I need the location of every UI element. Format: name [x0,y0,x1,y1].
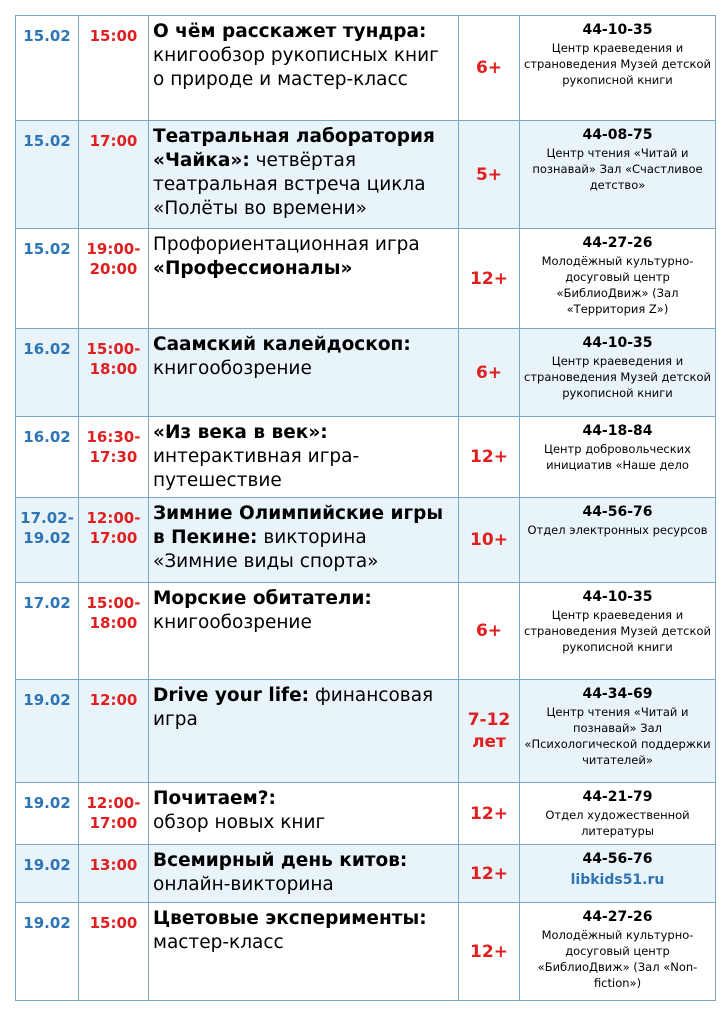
table-row [16,417,716,498]
event-description [149,903,459,1001]
event-venue: Молодёжный культурно-досуговый центр «БиблиоДвиж» (Зал «Non-fiction») [537,928,698,990]
table-row [16,121,716,229]
event-time: 16:30-17:30 [79,417,149,498]
table-row [16,229,716,329]
event-venue: Центр добровольческих инициатив «Наше дело [544,442,691,472]
event-venue: Центр краеведения и страноведения Музей детской рукописной книги [524,608,711,654]
event-description [149,498,459,583]
event-time: 15:00-18:00 [79,583,149,680]
event-contact [520,783,716,845]
event-description [149,680,459,783]
event-title: Всемирный день китов: [153,850,408,871]
event-title: Морские обитатели: [153,588,372,609]
phone-number: 44-56-76 [582,851,653,867]
event-contact [520,329,716,417]
age-rating: 10+ [459,498,520,583]
event-time: 13:00 [79,845,149,903]
event-details: финансовая игра [153,685,434,730]
event-time: 15:00 [79,16,149,121]
event-venue: Центр чтения «Читай и познавай» Зал «Счастливое детство» [532,146,703,192]
event-venue: Молодёжный культурно-досуговый центр «БиблиоДвиж» (Зал «Территория Z») [541,254,694,316]
event-contact [520,16,716,121]
event-description [149,121,459,229]
event-details: Профориентационная игра [153,234,420,255]
event-time: 12:00-17:00 [79,498,149,583]
event-description [149,329,459,417]
event-date: 19.02 [16,680,79,783]
event-details: обзор новых книг [153,812,326,833]
event-date: 19.02 [16,845,79,903]
event-venue: Отдел электронных ресурсов [527,523,708,537]
event-description [149,783,459,845]
event-contact [520,680,716,783]
event-date: 15.02 [16,121,79,229]
event-time: 12:00-17:00 [79,783,149,845]
event-venue: Центр краеведения и страноведения Музей детской рукописной книги [524,41,711,87]
table-row [16,16,716,121]
age-rating: 12+ [459,845,520,903]
event-description [149,417,459,498]
event-date: 15.02 [16,229,79,329]
event-title: Зимние Олимпийские игры в Пекине: [153,503,444,548]
table-row [16,903,716,1001]
phone-number: 44-56-76 [582,504,653,520]
event-details: книгообозрение [153,358,312,379]
event-title: О чём расскажет тундра: [153,21,427,42]
event-details: книгообозрение [153,612,312,633]
event-description [149,16,459,121]
event-contact [520,417,716,498]
table-row [16,329,716,417]
phone-number: 44-18-84 [582,423,653,439]
event-details: викторина «Зимние виды спорта» [153,527,379,572]
event-time: 17:00 [79,121,149,229]
event-time: 15:00-18:00 [79,329,149,417]
age-rating: 12+ [459,903,520,1001]
phone-number: 44-10-35 [582,335,653,351]
event-date: 16.02 [16,417,79,498]
event-details: книгообзор рукописных книг о природе и мастер-класс [153,45,439,90]
event-date: 17.02 [16,583,79,680]
event-contact [520,903,716,1001]
event-time: 15:00 [79,903,149,1001]
phone-number: 44-34-69 [582,686,653,702]
event-date: 17.02-19.02 [16,498,79,583]
event-title: Цветовые эксперименты: [153,908,427,929]
event-title: «Профессионалы» [153,258,353,279]
phone-number: 44-10-35 [582,589,653,605]
event-details: онлайн-викторина [153,874,334,895]
event-title: Drive your life: [153,685,310,706]
event-time: 19:00-20:00 [79,229,149,329]
event-date: 16.02 [16,329,79,417]
event-date: 19.02 [16,783,79,845]
age-rating: 6+ [459,329,520,417]
age-rating: 12+ [459,229,520,329]
phone-number: 44-10-35 [582,22,653,38]
event-details: мастер-класс [153,932,284,953]
event-details: четвёртая театральная встреча цикла «Полёты во времени» [153,150,426,219]
phone-number: 44-21-79 [582,789,653,805]
table-row [16,583,716,680]
event-date: 15.02 [16,16,79,121]
event-time: 12:00 [79,680,149,783]
phone-number: 44-08-75 [582,127,653,143]
table-row [16,498,716,583]
event-title: Саамский калейдоскоп: [153,334,411,355]
events-table [15,15,716,1001]
event-description [149,845,459,903]
event-description [149,229,459,329]
event-contact [520,229,716,329]
event-description [149,583,459,680]
event-contact [520,121,716,229]
event-contact [520,845,716,903]
phone-number: 44-27-26 [582,235,653,251]
event-title: Театральная лаборатория «Чайка»: [153,126,435,171]
age-rating: 12+ [459,417,520,498]
event-details: интерактивная игра-путешествие [153,446,360,491]
event-contact [520,498,716,583]
event-date: 19.02 [16,903,79,1001]
event-title: Почитаем?: [153,788,276,809]
event-venue: Центр краеведения и страноведения Музей детской рукописной книги [524,354,711,400]
age-rating: 6+ [459,16,520,121]
age-rating: 12+ [459,783,520,845]
age-rating: 6+ [459,583,520,680]
event-venue: Отдел художественной литературы [545,808,690,838]
table-row [16,845,716,903]
website-link[interactable]: libkids51.ru [570,872,665,888]
table-row [16,783,716,845]
phone-number: 44-27-26 [582,909,653,925]
event-title: «Из века в век»: [153,422,328,443]
event-venue: Центр чтения «Читай и познавай» Зал «Психологической поддержки читателей» [524,705,711,767]
table-row [16,680,716,783]
age-rating: 5+ [459,121,520,229]
event-contact [520,583,716,680]
age-rating: 7-12 лет [459,680,520,783]
